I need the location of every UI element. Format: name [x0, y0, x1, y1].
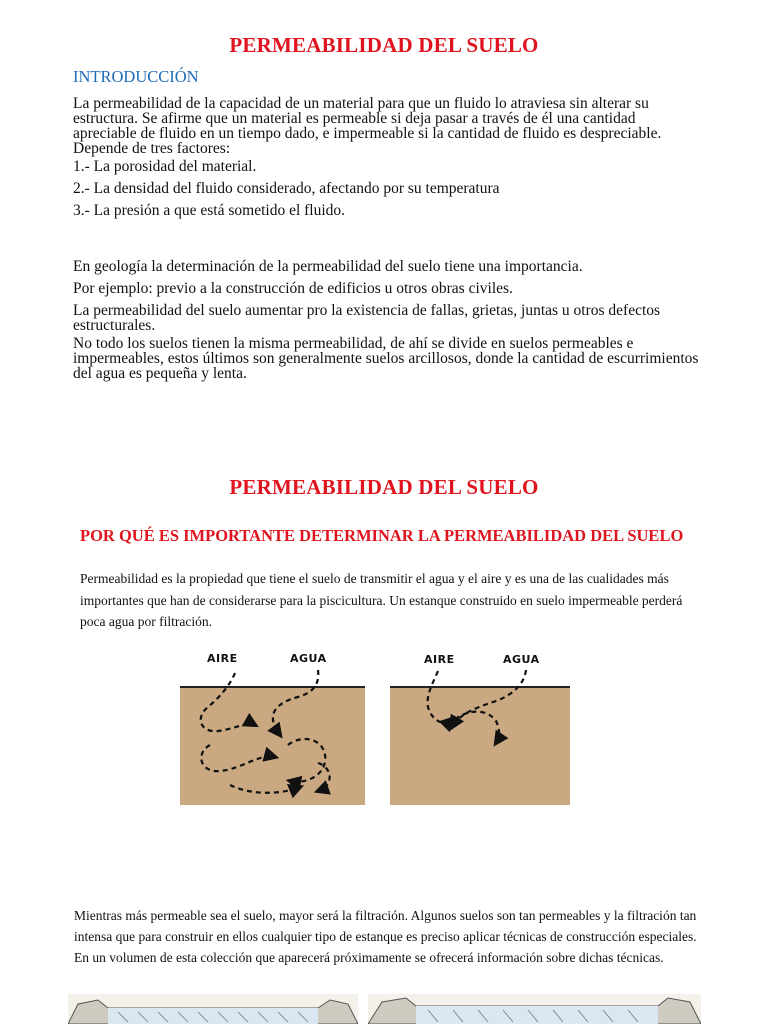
intro-paragraph: La permeabilidad de la capacidad de un material para que un fluido lo atraviesa sin alterar su estructura. Se afirme que un material es permeable si deja pasar a través de él una cantidad apreciable de fluido en un tiempo dado, e impermeable si la cantidad de fluido es despreciable. Depende de tres factores:	[73, 95, 662, 157]
geo-paragraph: En geología la determinación de la permeabilidad del suelo tiene una importancia.	[73, 258, 583, 275]
section-subheading: POR QUÉ ES IMPORTANTE DETERMINAR LA PERMEABILIDAD DEL SUELO	[80, 526, 684, 545]
page-title: PERMEABILIDAD DEL SUELO	[229, 33, 539, 57]
intro-section	[73, 96, 703, 222]
pond-illustration	[368, 994, 701, 1024]
geology-section	[73, 256, 703, 381]
geo-paragraph: Por ejemplo: previo a la construcción de edificios u otros obras civiles.	[73, 280, 513, 297]
soil-impermeable-diagram	[388, 645, 573, 810]
water-label: AGUA	[503, 653, 540, 666]
soil-permeable-diagram	[180, 645, 365, 810]
filtration-paragraph: Mientras más permeable sea el suelo, mayor será la filtración. Algunos suelos son tan permeables y la filtración tan intensa que para construir en ellos cualquier tipo de estanque es preciso aplicar técnicas de construcción especiales. En un volumen de esta colección que aparecerá próximamente se ofrecerá información sobre dichas técnicas.	[74, 908, 697, 965]
water-label: AGUA	[290, 652, 327, 665]
factor-item: 2.- La densidad del fluido considerado, afectando por su temperatura	[73, 180, 500, 197]
geo-paragraph: La permeabilidad del suelo aumentar pro la existencia de fallas, grietas, juntas u otros defectos estructurales.	[73, 302, 661, 334]
soil-diagram-art	[180, 645, 365, 810]
air-label: AIRE	[207, 652, 238, 665]
pond-art	[368, 994, 701, 1024]
factor-item: 3.- La presión a que está sometido el fluido.	[73, 202, 346, 219]
geo-paragraph: No todo los suelos tienen la misma permeabilidad, de ahí se divide en suelos permeables e impermeables, estos últimos son generalmente suelos arcillosos, donde la cantidad de escurrimientos del agua es pequeña y lenta.	[73, 335, 699, 382]
air-label: AIRE	[424, 653, 455, 666]
section-title: PERMEABILIDAD DEL SUELO	[229, 475, 539, 499]
factor-item: 1.- La porosidad del material.	[73, 158, 257, 175]
pond-illustration	[68, 994, 358, 1024]
intro-heading: INTRODUCCIÓN	[73, 67, 199, 86]
permeability-paragraph: Permeabilidad es la propiedad que tiene el suelo de transmitir el agua y el aire y es una de las cualidades más importantes que han de considerarse para la piscicultura. Un estanque construido en suelo impermeable perderá poca agua por filtración.	[80, 571, 683, 629]
soil-diagram-art	[388, 645, 573, 810]
pond-art	[68, 994, 358, 1024]
